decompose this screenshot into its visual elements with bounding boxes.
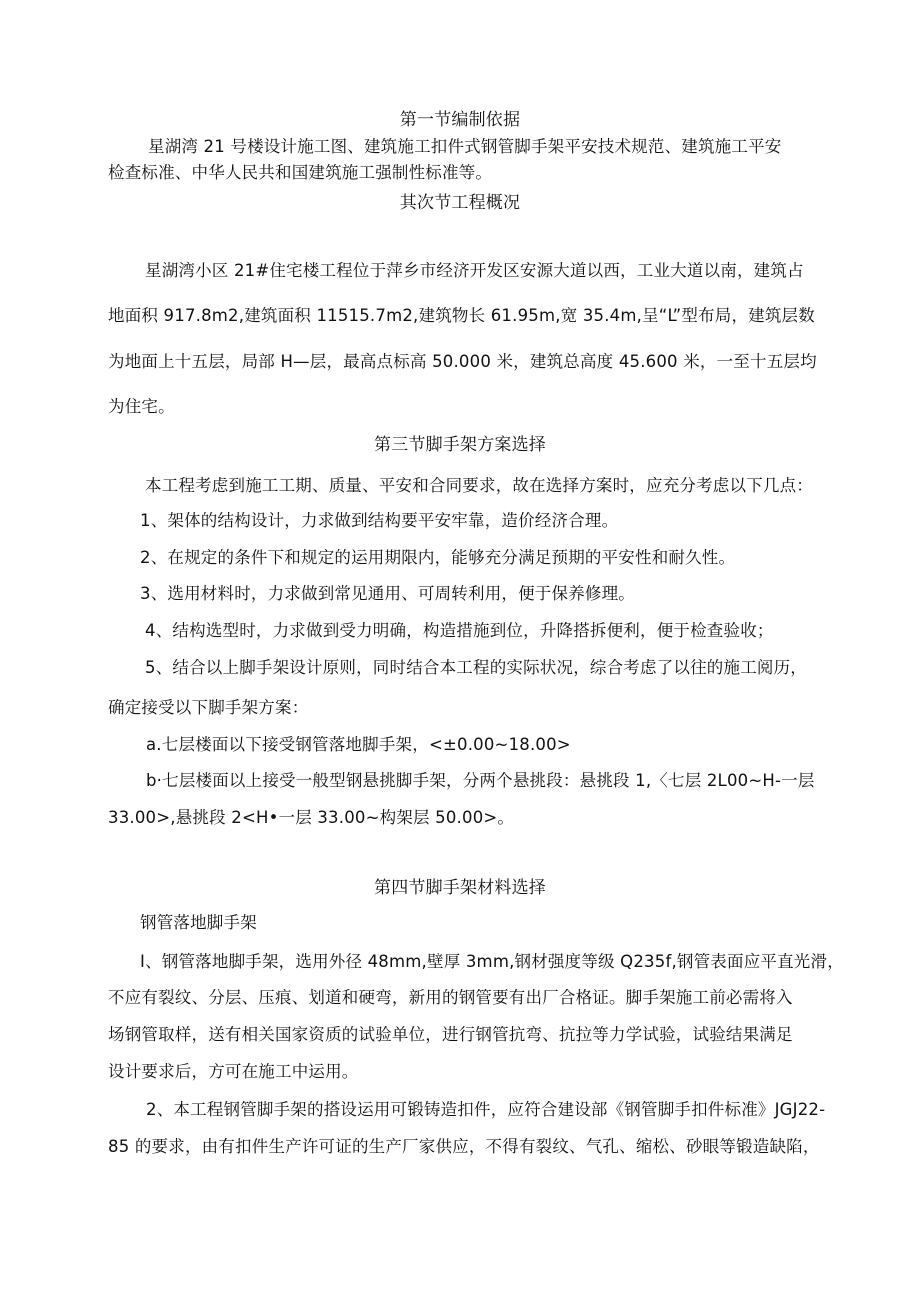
section-4-line-4: 设计要求后，方可在施工中运用。 [108, 1062, 359, 1081]
section-2-line-2: 地面积 917.8m2,建筑面积 11515.7m2,建筑物长 61.95m,宽 35.4m,呈“L”型布局，建筑层数 [108, 306, 815, 325]
section-4-line-3: 场钢管取样，送有相关国家资质的试验单位，进行钢管抗弯、抗拉等力学试验，试验结果满足 [108, 1025, 793, 1044]
section-4-subheading: 钢管落地脚手架 [140, 913, 257, 932]
section-3-line-3: 2、在规定的条件下和规定的运用期限内，能够充分满足预期的平安性和耐久性。 [140, 548, 736, 567]
section-3-line-4: 3、选用材料时，力求做到常见通用、可周转利用，便于保养修理。 [140, 584, 635, 603]
section-4-line-1: I、钢管落地脚手架，选用外径 48mm,壁厚 3mm,钢材强度等级 Q235f,钢管表面应平直光滑， [140, 952, 844, 971]
section-1-heading: 第一节编制依据 [399, 110, 521, 130]
section-1-line-2: 检查标准、中华人民共和国建筑施工强制性标准等。 [108, 163, 493, 182]
section-3-line-1: 本工程考虑到施工工期、质量、平安和合同要求，故在选择方案时，应充分考虑以下几点： [145, 476, 813, 495]
section-1-line-1: 星湖湾 21 号楼设计施工图、建筑施工扣件式钢管脚手架平安技术规范、建筑施工平安 [148, 137, 782, 156]
section-3-line-6: 5、结合以上脚手架设计原则，同时结合本工程的实际状况，综合考虑了以往的施工阅历， [145, 658, 807, 677]
section-2-line-3: 为地面上十五层，局部 H—层，最高点标高 50.000 米，建筑总高度 45.600 米，一至十五层均 [108, 352, 817, 371]
section-3-line-5: 4、结构选型时，力求做到受力明确，构造措施到位，升降搭拆便利，便于检查验收； [145, 621, 774, 640]
section-2-line-1: 星湖湾小区 21#住宅楼工程位于萍乡市经济开发区安源大道以西，工业大道以南，建筑占 [145, 261, 804, 280]
section-2-line-4: 为住宅。 [108, 397, 175, 416]
section-4-heading: 第四节脚手架材料选择 [374, 878, 546, 898]
section-3-line-10: 33.00>,悬挑段 2<H•一层 33.00~构架层 50.00>。 [108, 808, 515, 827]
section-3-line-7: 确定接受以下脚手架方案： [108, 698, 309, 717]
section-3-line-8: a.七层楼面以下接受钢管落地脚手架，<±0.00~18.00> [146, 735, 571, 754]
section-4-line-5: 2、本工程钢管脚手架的搭设运用可锻铸造扣件，应符合建设部《钢管脚手扣件标准》JGJ22- [146, 1100, 826, 1119]
section-3-line-2: 1、架体的结构设计，力求做到结构要平安牢靠，造价经济合理。 [140, 511, 619, 530]
section-4-line-2: 不应有裂纹、分层、压痕、划道和硬弯，新用的钢管要有出厂合格证。脚手架施工前必需将入 [108, 988, 793, 1007]
section-2-heading: 其次节工程概况 [399, 193, 521, 213]
section-4-line-6: 85 的要求，由有扣件生产许可证的生产厂家供应，不得有裂纹、气孔、缩松、砂眼等锻造缺陷， [108, 1137, 820, 1156]
section-3-heading: 第三节脚手架方案选择 [374, 435, 546, 455]
section-3-line-9: b·七层楼面以上接受一般型钢悬挑脚手架，分两个悬挑段：悬挑段 1,〈七层 2L00~H-一层 [146, 771, 815, 790]
